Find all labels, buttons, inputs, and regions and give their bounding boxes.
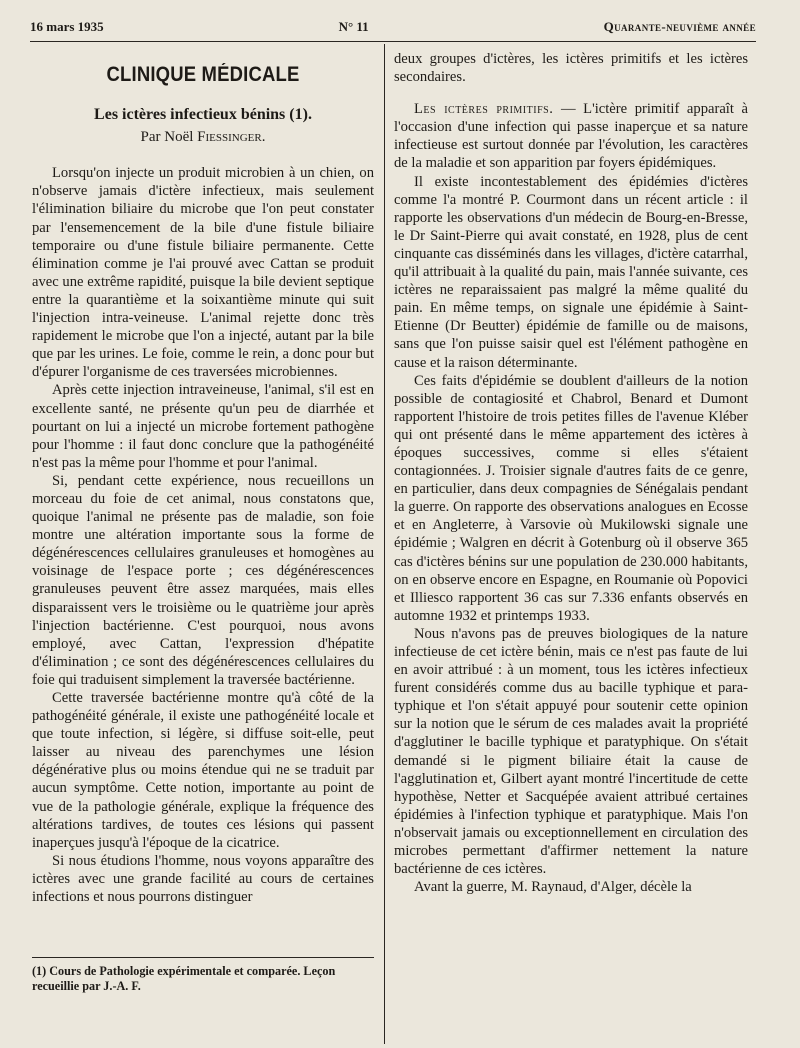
section-title: CLINIQUE MÉDICALE (106, 63, 300, 86)
paragraph-primary-icterus (394, 100, 748, 172)
right-column (394, 50, 748, 896)
column-divider (384, 44, 385, 1044)
author-name: Fiessinger. (197, 129, 266, 146)
paragraph-text: — L'ictère primitif apparaît à l'occasion d'une infection qui passe inaperçue et sa nature infectieuse est surtout donnée par l'évolution, les caractères de la maladie et son apparition par foyers épidémiques. (394, 101, 748, 172)
article-title: Les ictères infectieux bénins (1). (94, 106, 312, 124)
paragraph: Lorsqu'on injecte un produit microbien à un chien, on n'observe jamais d'ictère infectieux, mais seulement l'élimination biliaire du microbe que l'on peut constater par l'ensemencement de la bile d'une fistule biliaire temporaire ou d'une fistule biliaire permanente. Cette élimination comme je l'ai prouvé avec Cattan se produit avec une extrême rapidité, puisque la bile devient septique entre la quarantième et la soixantième minute qui suit l'injection intra-veineuse. L'animal rejette donc très rapidement le microbe que l'on a injecté, autant par la bile que par les urines. Le foie, comme le rein, a donc pour but d'épurer l'organisme de ces traversées microbiennes. (32, 165, 374, 381)
footnote: (1) Cours de Pathologie expérimentale et comparée. Leçon recueillie par J.-A. F. (32, 964, 336, 993)
left-column (32, 50, 374, 906)
footnote-rule (32, 957, 374, 958)
header-rule (30, 41, 756, 42)
subsection-lead: Les ictères primitifs. (414, 101, 554, 118)
page-header (30, 14, 756, 40)
paragraph: Après cette injection intraveineuse, l'animal, s'il est en excellente santé, ne présente qu'un peu de diarrhée et pourtant on lui a injecté un microbe fortement pathogène pour l'homme : il faut donc conclure que la pathogénéité n'est pas la même pour l'homme et pour l'animal. (32, 382, 374, 471)
paragraph: Avant la guerre, M. Raynaud, d'Alger, décèle la (414, 879, 692, 896)
edition-year: Quarante-neuvième année (603, 19, 756, 34)
issue-number: N° 11 (338, 19, 369, 34)
paragraph: Si nous étudions l'homme, nous voyons apparaître des ictères avec une grande facilité au cours de certaines infections et nous pourrons distinguer (32, 852, 374, 906)
paragraph: Ces faits d'épidémie se doublent d'ailleurs de la notion possible de contagiosité et Chabrol, Benard et Dumont rapportent l'histoire de trois petites filles de l'avenue Kléber qui ont présenté dans le même appartement des ictères à époques successives, comme si elles s'étaient contagionnées. J. Troisier signale d'autres faits de ce genre, en particulier, dans deux compagnies de Sénégalais pendant la guerre. On rapporte des observations analogues en Ecosse et en Angleterre, à Varsovie où Mukilowski signale une épidémie ; Walgren en décrit à Gotenburg où il observe 365 cas d'ictères bénins sur une population de 230.000 habitants, on en observe encore en Espagne, en Roumanie où Popovici et Illiesco rapportent 36 cas sur 7.336 enfants observés en automne 1932 et printemps 1933. (394, 372, 748, 624)
paragraph: Il existe incontestablement des épidémies d'ictères comme l'a montré P. Courmont dans un récent article : il rapporte les observations d'un médecin de Bourg-en-Bresse, le Dr Saint-Pierre qui avait constaté, en 1928, plus de cent cinquante cas disséminés dans les villages, d'ictère catarrhal, qu'il attribuait à la qualité du pain, mais l'année suivante, ces ictères ne reparaissaient pas malgré la même qualité du pain. En même temps, on signale une épidémie à Saint-Etienne (Dr Beutter) épidémie de famille ou de maisons, sans que l'on puisse saisir quel est l'élément pathogène en cause et la raison déterminante. (394, 173, 748, 371)
article-author (32, 128, 374, 146)
paragraph: Si, pendant cette expérience, nous recueillons un morceau du foie de cet animal, nous constatons que, quoique l'animal ne présente pas de maladie, son foie montre une altération importante sous la forme de dégénérescences cellulaires granuleuses et homogènes au voisinage de l'espace porte ; ces dégénérescences granuleuses peuvent être assez marquées, mais elles disparaissent vers le troisième ou le quatrième jour après l'injection bactérienne. C'est pourquoi, nous avons employé, avec Cattan, l'expression d'hépatite d'élimination ; ce sont des dégénérescences cellulaires du foie qui traduisent simplement la traversée bactérienne. (32, 472, 374, 688)
paragraph: deux groupes d'ictères, les ictères primitifs et les ictères secondaires. (394, 51, 748, 86)
author-prefix: Par Noël (140, 129, 198, 146)
issue-date: 16 mars 1935 (30, 19, 104, 34)
paragraph: Cette traversée bactérienne montre qu'à côté de la pathogénéité générale, il existe une pathogénéité locale et que toute infection, si légère, si diffuse soit-elle, peut laisser au niveau des parenchymes une lésion dégénérative plus ou moins étendue qui ne se traduit par aucun symptôme. Cette notion, importante au point de vue de la pathologie générale, explique la fréquence des altérations tardives, de toutes ces lésions qui passent inaperçues jusqu'à l'époque de la cicatrice. (32, 690, 374, 851)
paragraph: Nous n'avons pas de preuves biologiques de la nature infectieuse de cet ictère bénin, mais ce n'est pas faute de lui en avoir attribué : à un moment, tous les ictères infectieux furent considérés comme dus au bacille typhique et para-typhique et l'on s'était appuyé pour soutenir cette opinion sur la notion que le sérum de ces malades avait la propriété d'agglutiner le bacille typhique et paratyphique. On s'était demandé si le pigment biliaire était la cause de l'agglutination et, Gilbert ayant montré l'incertitude de cette hypothèse, Netter et Sacquépée avaient attribué certaines épidémies à l'infection typhique et paratyphique. Mais l'on n'observait jamais ou exceptionnellement en circulation des microbes permettant d'affirmer nettement la nature bactérienne de ces ictères. (394, 625, 748, 878)
